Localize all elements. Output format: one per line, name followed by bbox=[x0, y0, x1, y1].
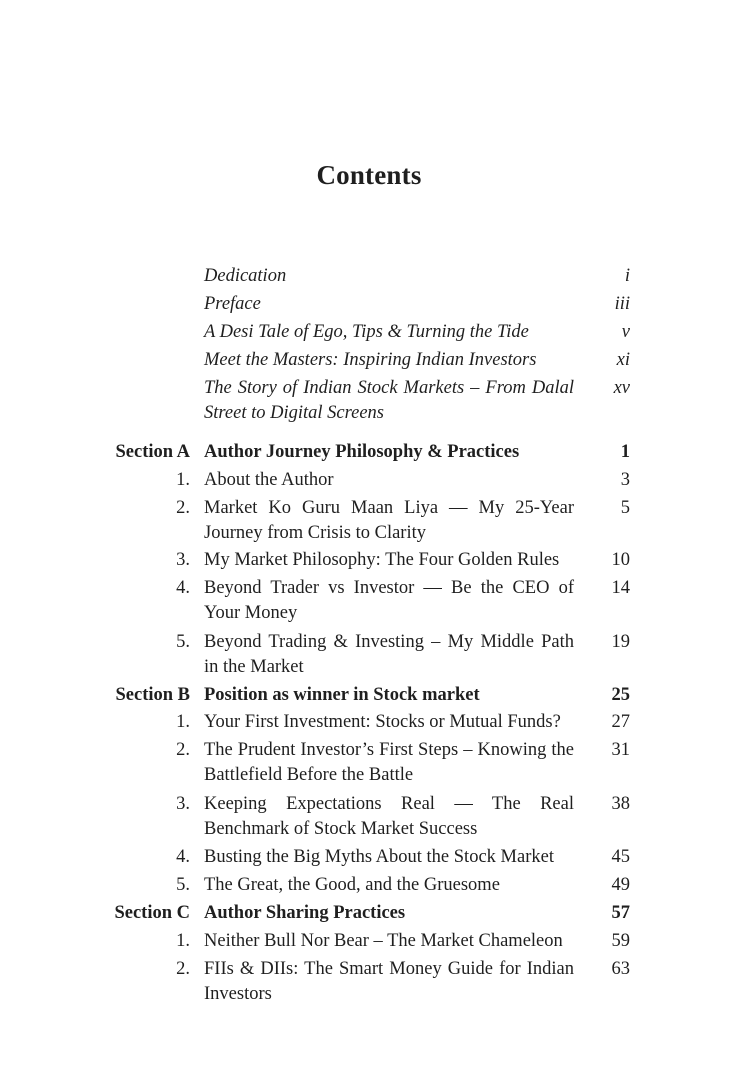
toc-entry-title: A Desi Tale of Ego, Tips & Turning the Tide bbox=[204, 322, 529, 342]
chapter-number: 1. bbox=[176, 931, 190, 951]
section-page: 1 bbox=[620, 442, 630, 462]
chapter-page: 19 bbox=[611, 632, 630, 652]
toc-entry-page: v bbox=[621, 322, 630, 342]
chapter-title: Keeping Expectations Real — The Real Benchmark of Stock Market Success bbox=[204, 794, 574, 839]
chapter-page: 14 bbox=[611, 578, 630, 598]
chapter-number: 2. bbox=[176, 498, 190, 518]
chapter-number: 4. bbox=[176, 847, 190, 867]
toc-entry-page: xv bbox=[613, 378, 630, 398]
chapter-title: Beyond Trader vs Investor — Be the CEO of Your Money bbox=[204, 578, 574, 623]
chapter-title: About the Author bbox=[204, 470, 334, 490]
chapter-page: 10 bbox=[611, 550, 630, 570]
section-label: Section B bbox=[115, 685, 190, 705]
chapter-page: 59 bbox=[611, 931, 630, 951]
chapter-page: 49 bbox=[611, 875, 630, 895]
chapter-page: 45 bbox=[611, 847, 630, 867]
chapter-number: 5. bbox=[176, 632, 190, 652]
chapter-page: 5 bbox=[620, 498, 630, 518]
chapter-number: 3. bbox=[176, 794, 190, 814]
chapter-title: Market Ko Guru Maan Liya — My 25-Year Journey from Crisis to Clarity bbox=[204, 498, 574, 543]
toc-entry-title: Meet the Masters: Inspiring Indian Investors bbox=[204, 350, 537, 370]
chapter-number: 1. bbox=[176, 712, 190, 732]
chapter-title: Beyond Trading & Investing – My Middle Path in the Market bbox=[204, 632, 574, 677]
chapter-number: 1. bbox=[176, 470, 190, 490]
toc-entry-page: xi bbox=[616, 350, 630, 370]
chapter-title: FIIs & DIIs: The Smart Money Guide for Indian Investors bbox=[204, 959, 574, 1004]
chapter-title: Busting the Big Myths About the Stock Market bbox=[204, 847, 554, 867]
toc-entry-page: iii bbox=[614, 294, 630, 314]
section-page: 25 bbox=[611, 685, 630, 705]
chapter-number: 3. bbox=[176, 550, 190, 570]
toc-entry-title: Dedication bbox=[204, 266, 287, 286]
toc-entry-title: Preface bbox=[204, 294, 261, 314]
chapter-title: My Market Philosophy: The Four Golden Rules bbox=[204, 550, 560, 570]
chapter-title: Neither Bull Nor Bear – The Market Chameleon bbox=[204, 931, 563, 951]
section-title: Author Sharing Practices bbox=[204, 903, 406, 923]
section-page: 57 bbox=[611, 903, 630, 923]
toc-entry-page: i bbox=[624, 266, 630, 286]
chapter-page: 38 bbox=[611, 794, 630, 814]
section-title: Position as winner in Stock market bbox=[204, 685, 480, 705]
chapter-number: 2. bbox=[176, 740, 190, 760]
chapter-number: 5. bbox=[176, 875, 190, 895]
chapter-number: 4. bbox=[176, 578, 190, 598]
chapter-page: 3 bbox=[620, 470, 630, 490]
chapter-page: 31 bbox=[611, 740, 630, 760]
toc-entry-title: The Story of Indian Stock Markets – From Dalal Street to Digital Screens bbox=[204, 378, 574, 423]
chapter-title: Your First Investment: Stocks or Mutual Funds? bbox=[204, 712, 561, 732]
chapter-page: 63 bbox=[611, 959, 630, 979]
chapter-title: The Prudent Investor’s First Steps – Knowing the Battlefield Before the Battle bbox=[204, 740, 574, 785]
chapter-page: 27 bbox=[611, 712, 630, 732]
page-title: Contents bbox=[316, 160, 422, 190]
chapter-number: 2. bbox=[176, 959, 190, 979]
section-label: Section A bbox=[115, 442, 190, 462]
section-label: Section C bbox=[114, 903, 190, 923]
chapter-title: The Great, the Good, and the Gruesome bbox=[204, 875, 500, 895]
section-title: Author Journey Philosophy & Practices bbox=[204, 442, 520, 462]
